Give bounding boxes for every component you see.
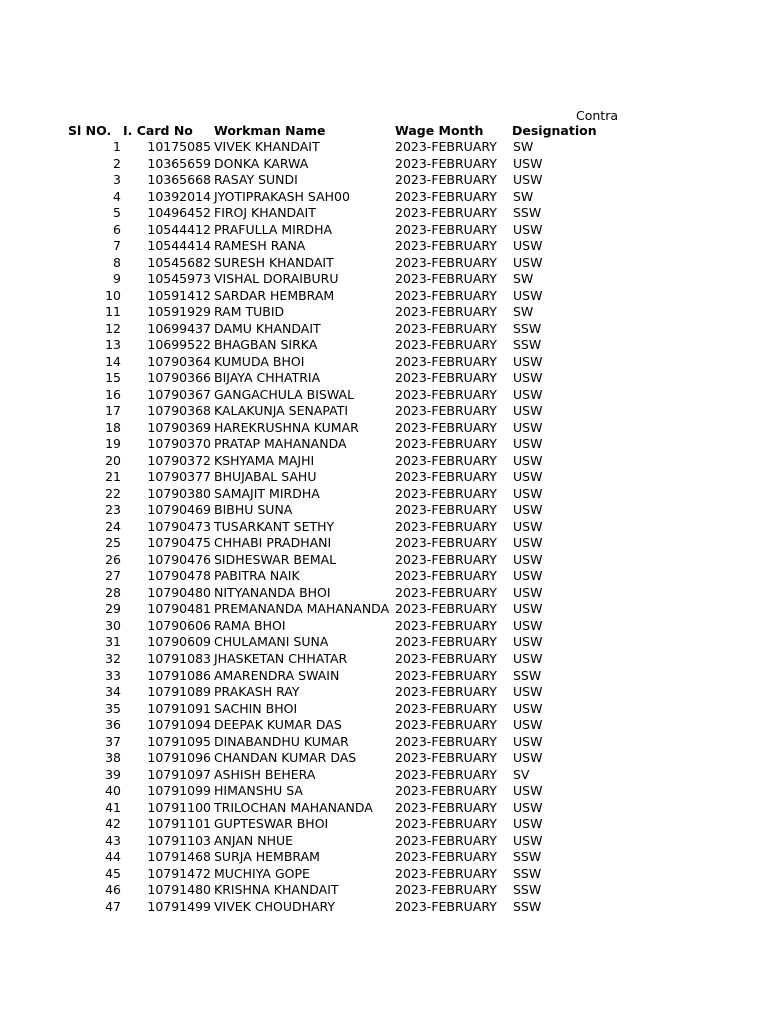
cell-sl-no: 4 (113, 188, 121, 204)
cell-designation: USW (513, 254, 543, 270)
cell-workman-name: KSHYAMA MAJHI (214, 452, 315, 468)
table-body (0, 139, 620, 915)
cell-wage-month: 2023-FEBRUARY (395, 155, 497, 171)
cell-wage-month: 2023-FEBRUARY (395, 634, 497, 650)
cell-wage-month: 2023-FEBRUARY (395, 518, 497, 534)
cell-workman-name: GANGACHULA BISWAL (214, 386, 355, 402)
cell-wage-month: 2023-FEBRUARY (395, 717, 497, 733)
cell-designation: SW (513, 304, 534, 320)
cell-sl-no: 12 (105, 320, 121, 336)
cell-wage-month: 2023-FEBRUARY (395, 469, 497, 485)
cell-designation: USW (513, 403, 543, 419)
cell-card-no: 10790370 (147, 436, 211, 452)
cell-designation: SSW (513, 320, 542, 336)
header-workman-name: Workman Name (214, 123, 326, 138)
cell-wage-month: 2023-FEBRUARY (395, 535, 497, 551)
cell-card-no: 10791099 (147, 783, 211, 799)
cell-workman-name: RAMESH RANA (214, 238, 306, 254)
cell-workman-name: DINABANDHU KUMAR (214, 733, 349, 749)
cell-wage-month: 2023-FEBRUARY (395, 849, 497, 865)
table-row (0, 634, 620, 651)
cell-card-no: 10791472 (147, 865, 211, 881)
cell-workman-name: TUSARKANT SETHY (214, 518, 335, 534)
cell-workman-name: DONKA KARWA (214, 155, 309, 171)
cell-card-no: 10591412 (147, 287, 211, 303)
cell-wage-month: 2023-FEBRUARY (395, 254, 497, 270)
cell-sl-no: 25 (105, 535, 121, 551)
table-row (0, 156, 620, 173)
cell-workman-name: SARDAR HEMBRAM (214, 287, 335, 303)
table-row (0, 304, 620, 321)
cell-designation: USW (513, 370, 543, 386)
cell-wage-month: 2023-FEBRUARY (395, 617, 497, 633)
table-row (0, 750, 620, 767)
header-designation: Designation (512, 123, 597, 138)
cell-card-no: 10790475 (147, 535, 211, 551)
cell-wage-month: 2023-FEBRUARY (395, 733, 497, 749)
cell-designation: SSW (513, 205, 542, 221)
table-row (0, 255, 620, 272)
cell-card-no: 10791097 (147, 766, 211, 782)
cell-wage-month: 2023-FEBRUARY (395, 667, 497, 683)
table-row (0, 783, 620, 800)
cell-card-no: 10790380 (147, 485, 211, 501)
cell-designation: USW (513, 287, 543, 303)
cell-workman-name: PABITRA NAIK (214, 568, 300, 584)
cell-sl-no: 39 (105, 766, 121, 782)
cell-workman-name: CHHABI PRADHANI (214, 535, 332, 551)
cell-workman-name: ASHISH BEHERA (214, 766, 316, 782)
cell-workman-name: BIBHU SUNA (214, 502, 293, 518)
cell-workman-name: KRISHNA KHANDAIT (214, 882, 339, 898)
cell-workman-name: NITYANANDA BHOI (214, 584, 331, 600)
cell-card-no: 10790368 (147, 403, 211, 419)
table-row (0, 882, 620, 899)
cell-wage-month: 2023-FEBRUARY (395, 650, 497, 666)
cell-workman-name: AMARENDRA SWAIN (214, 667, 340, 683)
cell-card-no: 10365659 (147, 155, 211, 171)
cell-designation: SSW (513, 882, 542, 898)
cell-workman-name: HAREKRUSHNA KUMAR (214, 419, 359, 435)
table-row (0, 469, 620, 486)
cell-sl-no: 40 (105, 783, 121, 799)
cell-workman-name: BHUJABAL SAHU (214, 469, 317, 485)
cell-wage-month: 2023-FEBRUARY (395, 750, 497, 766)
table-row (0, 849, 620, 866)
cell-workman-name: JHASKETAN CHHATAR (214, 650, 348, 666)
cell-sl-no: 22 (105, 485, 121, 501)
table-row (0, 585, 620, 602)
cell-designation: USW (513, 502, 543, 518)
cell-workman-name: BHAGBAN SIRKA (214, 337, 318, 353)
cell-sl-no: 1 (113, 139, 121, 154)
table-row (0, 387, 620, 404)
table-row (0, 486, 620, 503)
cell-sl-no: 31 (105, 634, 121, 650)
cell-designation: USW (513, 799, 543, 815)
table-row (0, 436, 620, 453)
cell-workman-name: SACHIN BHOI (214, 700, 298, 716)
cell-designation: USW (513, 452, 543, 468)
cell-sl-no: 30 (105, 617, 121, 633)
table-row (0, 288, 620, 305)
cell-workman-name: KUMUDA BHOI (214, 353, 305, 369)
cell-wage-month: 2023-FEBRUARY (395, 898, 497, 914)
table-row (0, 767, 620, 784)
cell-sl-no: 43 (105, 832, 121, 848)
cell-sl-no: 41 (105, 799, 121, 815)
cell-designation: USW (513, 535, 543, 551)
cell-sl-no: 23 (105, 502, 121, 518)
cell-wage-month: 2023-FEBRUARY (395, 799, 497, 815)
cell-card-no: 10790369 (147, 419, 211, 435)
cell-wage-month: 2023-FEBRUARY (395, 337, 497, 353)
cell-designation: SSW (513, 849, 542, 865)
cell-sl-no: 11 (105, 304, 121, 320)
cell-card-no: 10790473 (147, 518, 211, 534)
cell-card-no: 10545682 (147, 254, 211, 270)
cell-card-no: 10791089 (147, 684, 211, 700)
cell-designation: USW (513, 783, 543, 799)
cell-workman-name: JYOTIPRAKASH SAH00 (214, 188, 350, 204)
cell-designation: USW (513, 469, 543, 485)
cell-wage-month: 2023-FEBRUARY (395, 816, 497, 832)
cell-card-no: 10544414 (147, 238, 211, 254)
cell-designation: USW (513, 353, 543, 369)
cell-sl-no: 46 (105, 882, 121, 898)
cell-designation: USW (513, 634, 543, 650)
cell-designation: USW (513, 551, 543, 567)
cell-designation: SSW (513, 865, 542, 881)
cell-card-no: 10791091 (147, 700, 211, 716)
table-row (0, 552, 620, 569)
header-card-no: I. Card No (123, 123, 193, 138)
cell-card-no: 10790476 (147, 551, 211, 567)
cell-wage-month: 2023-FEBRUARY (395, 502, 497, 518)
cell-sl-no: 14 (105, 353, 121, 369)
cell-sl-no: 10 (105, 287, 121, 303)
cell-card-no: 10175085 (147, 139, 211, 154)
cell-wage-month: 2023-FEBRUARY (395, 766, 497, 782)
cell-card-no: 10591929 (147, 304, 211, 320)
cell-sl-no: 19 (105, 436, 121, 452)
cell-card-no: 10791468 (147, 849, 211, 865)
cell-wage-month: 2023-FEBRUARY (395, 419, 497, 435)
cell-workman-name: PRAFULLA MIRDHA (214, 221, 333, 237)
cell-card-no: 10790372 (147, 452, 211, 468)
cell-wage-month: 2023-FEBRUARY (395, 584, 497, 600)
table-row (0, 205, 620, 222)
cell-designation: USW (513, 816, 543, 832)
cell-card-no: 10791095 (147, 733, 211, 749)
cell-sl-no: 13 (105, 337, 121, 353)
cell-wage-month: 2023-FEBRUARY (395, 172, 497, 188)
cell-designation: USW (513, 155, 543, 171)
cell-sl-no: 37 (105, 733, 121, 749)
table-row (0, 453, 620, 470)
cell-designation: USW (513, 750, 543, 766)
cell-wage-month: 2023-FEBRUARY (395, 271, 497, 287)
cell-sl-no: 17 (105, 403, 121, 419)
cell-wage-month: 2023-FEBRUARY (395, 684, 497, 700)
cell-wage-month: 2023-FEBRUARY (395, 865, 497, 881)
cell-workman-name: SAMAJIT MIRDHA (214, 485, 320, 501)
table-row (0, 816, 620, 833)
cell-designation: SSW (513, 667, 542, 683)
cell-designation: SW (513, 188, 534, 204)
cell-workman-name: RASAY SUNDI (214, 172, 298, 188)
cell-card-no: 10790606 (147, 617, 211, 633)
table-row (0, 370, 620, 387)
cell-designation: USW (513, 436, 543, 452)
cell-card-no: 10790469 (147, 502, 211, 518)
cell-sl-no: 32 (105, 650, 121, 666)
cell-card-no: 10790478 (147, 568, 211, 584)
cell-sl-no: 8 (113, 254, 121, 270)
table-row (0, 337, 620, 354)
table-row (0, 717, 620, 734)
table-row (0, 222, 620, 239)
cell-sl-no: 47 (105, 898, 121, 914)
cell-workman-name: SURESH KHANDAIT (214, 254, 334, 270)
cell-sl-no: 26 (105, 551, 121, 567)
table-row (0, 568, 620, 585)
cell-sl-no: 38 (105, 750, 121, 766)
cell-workman-name: KALAKUNJA SENAPATI (214, 403, 349, 419)
cell-wage-month: 2023-FEBRUARY (395, 700, 497, 716)
cell-sl-no: 35 (105, 700, 121, 716)
table-row (0, 189, 620, 206)
cell-sl-no: 21 (105, 469, 121, 485)
cell-card-no: 10392014 (147, 188, 211, 204)
cell-sl-no: 45 (105, 865, 121, 881)
cell-designation: SW (513, 271, 534, 287)
table-row (0, 668, 620, 685)
cell-designation: SSW (513, 898, 542, 914)
cell-workman-name: CHANDAN KUMAR DAS (214, 750, 357, 766)
cell-wage-month: 2023-FEBRUARY (395, 485, 497, 501)
cell-sl-no: 34 (105, 684, 121, 700)
cell-wage-month: 2023-FEBRUARY (395, 436, 497, 452)
cell-designation: USW (513, 617, 543, 633)
table-row (0, 502, 620, 519)
cell-sl-no: 15 (105, 370, 121, 386)
cell-card-no: 10791480 (147, 882, 211, 898)
table-row (0, 271, 620, 288)
cell-wage-month: 2023-FEBRUARY (395, 221, 497, 237)
cell-card-no: 10496452 (147, 205, 211, 221)
cell-sl-no: 33 (105, 667, 121, 683)
cell-wage-month: 2023-FEBRUARY (395, 304, 497, 320)
table-row (0, 519, 620, 536)
cell-designation: USW (513, 650, 543, 666)
cell-workman-name: TRILOCHAN MAHANANDA (214, 799, 373, 815)
table-row (0, 139, 620, 156)
cell-wage-month: 2023-FEBRUARY (395, 320, 497, 336)
cell-workman-name: RAMA BHOI (214, 617, 286, 633)
cell-workman-name: RAM TUBID (214, 304, 285, 320)
cell-card-no: 10365668 (147, 172, 211, 188)
cell-card-no: 10699437 (147, 320, 211, 336)
cell-designation: USW (513, 386, 543, 402)
cell-wage-month: 2023-FEBRUARY (395, 882, 497, 898)
cell-card-no: 10791094 (147, 717, 211, 733)
cell-sl-no: 28 (105, 584, 121, 600)
cell-workman-name: SIDHESWAR BEMAL (214, 551, 337, 567)
cell-designation: SW (513, 139, 534, 154)
cell-workman-name: HIMANSHU SA (214, 783, 303, 799)
title-fragment: Contra (576, 108, 618, 123)
cell-card-no: 10544412 (147, 221, 211, 237)
cell-wage-month: 2023-FEBRUARY (395, 188, 497, 204)
cell-wage-month: 2023-FEBRUARY (395, 238, 497, 254)
cell-designation: USW (513, 419, 543, 435)
cell-workman-name: VIVEK CHOUDHARY (214, 898, 336, 914)
cell-wage-month: 2023-FEBRUARY (395, 353, 497, 369)
cell-wage-month: 2023-FEBRUARY (395, 783, 497, 799)
cell-card-no: 10790364 (147, 353, 211, 369)
table-row (0, 354, 620, 371)
header-wage-month: Wage Month (395, 123, 484, 138)
table-row (0, 172, 620, 189)
table-row (0, 403, 620, 420)
cell-workman-name: VISHAL DORAIBURU (214, 271, 339, 287)
cell-card-no: 10790480 (147, 584, 211, 600)
cell-wage-month: 2023-FEBRUARY (395, 403, 497, 419)
table-row (0, 833, 620, 850)
cell-workman-name: PRATAP MAHANANDA (214, 436, 347, 452)
cell-wage-month: 2023-FEBRUARY (395, 287, 497, 303)
cell-designation: USW (513, 518, 543, 534)
cell-card-no: 10791096 (147, 750, 211, 766)
cell-card-no: 10791103 (147, 832, 211, 848)
cell-wage-month: 2023-FEBRUARY (395, 386, 497, 402)
table-row (0, 618, 620, 635)
cell-designation: USW (513, 221, 543, 237)
cell-sl-no: 24 (105, 518, 121, 534)
table-row (0, 420, 620, 437)
cell-designation: USW (513, 717, 543, 733)
cell-designation: USW (513, 601, 543, 617)
cell-sl-no: 20 (105, 452, 121, 468)
cell-wage-month: 2023-FEBRUARY (395, 568, 497, 584)
cell-designation: USW (513, 568, 543, 584)
header-sl-no: Sl NO. (68, 123, 112, 138)
cell-workman-name: BIJAYA CHHATRIA (214, 370, 321, 386)
cell-workman-name: MUCHIYA GOPE (214, 865, 310, 881)
cell-workman-name: FIROJ KHANDAIT (214, 205, 316, 221)
table-row (0, 800, 620, 817)
cell-sl-no: 9 (113, 271, 121, 287)
table-row (0, 651, 620, 668)
cell-wage-month: 2023-FEBRUARY (395, 205, 497, 221)
cell-sl-no: 7 (113, 238, 121, 254)
table-row (0, 899, 620, 916)
cell-card-no: 10790481 (147, 601, 211, 617)
table-row (0, 866, 620, 883)
cell-designation: USW (513, 172, 543, 188)
cell-designation: USW (513, 733, 543, 749)
table-row (0, 701, 620, 718)
cell-designation: USW (513, 832, 543, 848)
table-row (0, 535, 620, 552)
cell-wage-month: 2023-FEBRUARY (395, 139, 497, 154)
cell-wage-month: 2023-FEBRUARY (395, 370, 497, 386)
cell-card-no: 10791086 (147, 667, 211, 683)
cell-sl-no: 18 (105, 419, 121, 435)
cell-designation: SV (513, 766, 530, 782)
cell-designation: USW (513, 684, 543, 700)
cell-designation: USW (513, 584, 543, 600)
table-row (0, 734, 620, 751)
table-row (0, 321, 620, 338)
cell-sl-no: 27 (105, 568, 121, 584)
cell-workman-name: SURJA HEMBRAM (214, 849, 320, 865)
cell-card-no: 10791499 (147, 898, 211, 914)
cell-card-no: 10790377 (147, 469, 211, 485)
cell-sl-no: 6 (113, 221, 121, 237)
cell-sl-no: 36 (105, 717, 121, 733)
cell-wage-month: 2023-FEBRUARY (395, 551, 497, 567)
table-header (0, 122, 620, 140)
cell-workman-name: CHULAMANI SUNA (214, 634, 329, 650)
cell-card-no: 10791100 (147, 799, 211, 815)
cell-card-no: 10699522 (147, 337, 211, 353)
cell-designation: SSW (513, 337, 542, 353)
cell-sl-no: 3 (113, 172, 121, 188)
cell-workman-name: ANJAN NHUE (214, 832, 294, 848)
cell-designation: USW (513, 238, 543, 254)
cell-workman-name: PREMANANDA MAHANANDA (214, 601, 390, 617)
cell-workman-name: GUPTESWAR BHOI (214, 816, 329, 832)
cell-sl-no: 42 (105, 816, 121, 832)
cell-designation: USW (513, 485, 543, 501)
cell-card-no: 10545973 (147, 271, 211, 287)
cell-sl-no: 16 (105, 386, 121, 402)
table-row (0, 601, 620, 618)
cell-sl-no: 29 (105, 601, 121, 617)
cell-sl-no: 5 (113, 205, 121, 221)
cell-card-no: 10790367 (147, 386, 211, 402)
cell-sl-no: 44 (105, 849, 121, 865)
table-row (0, 238, 620, 255)
cell-wage-month: 2023-FEBRUARY (395, 601, 497, 617)
cell-workman-name: VIVEK KHANDAIT (214, 139, 320, 154)
cell-designation: USW (513, 700, 543, 716)
cell-card-no: 10790366 (147, 370, 211, 386)
cell-wage-month: 2023-FEBRUARY (395, 832, 497, 848)
cell-card-no: 10791101 (147, 816, 211, 832)
cell-workman-name: DEEPAK KUMAR DAS (214, 717, 342, 733)
table-row (0, 684, 620, 701)
cell-workman-name: PRAKASH RAY (214, 684, 300, 700)
cell-wage-month: 2023-FEBRUARY (395, 452, 497, 468)
cell-card-no: 10790609 (147, 634, 211, 650)
cell-workman-name: DAMU KHANDAIT (214, 320, 321, 336)
cell-card-no: 10791083 (147, 650, 211, 666)
cell-sl-no: 2 (113, 155, 121, 171)
